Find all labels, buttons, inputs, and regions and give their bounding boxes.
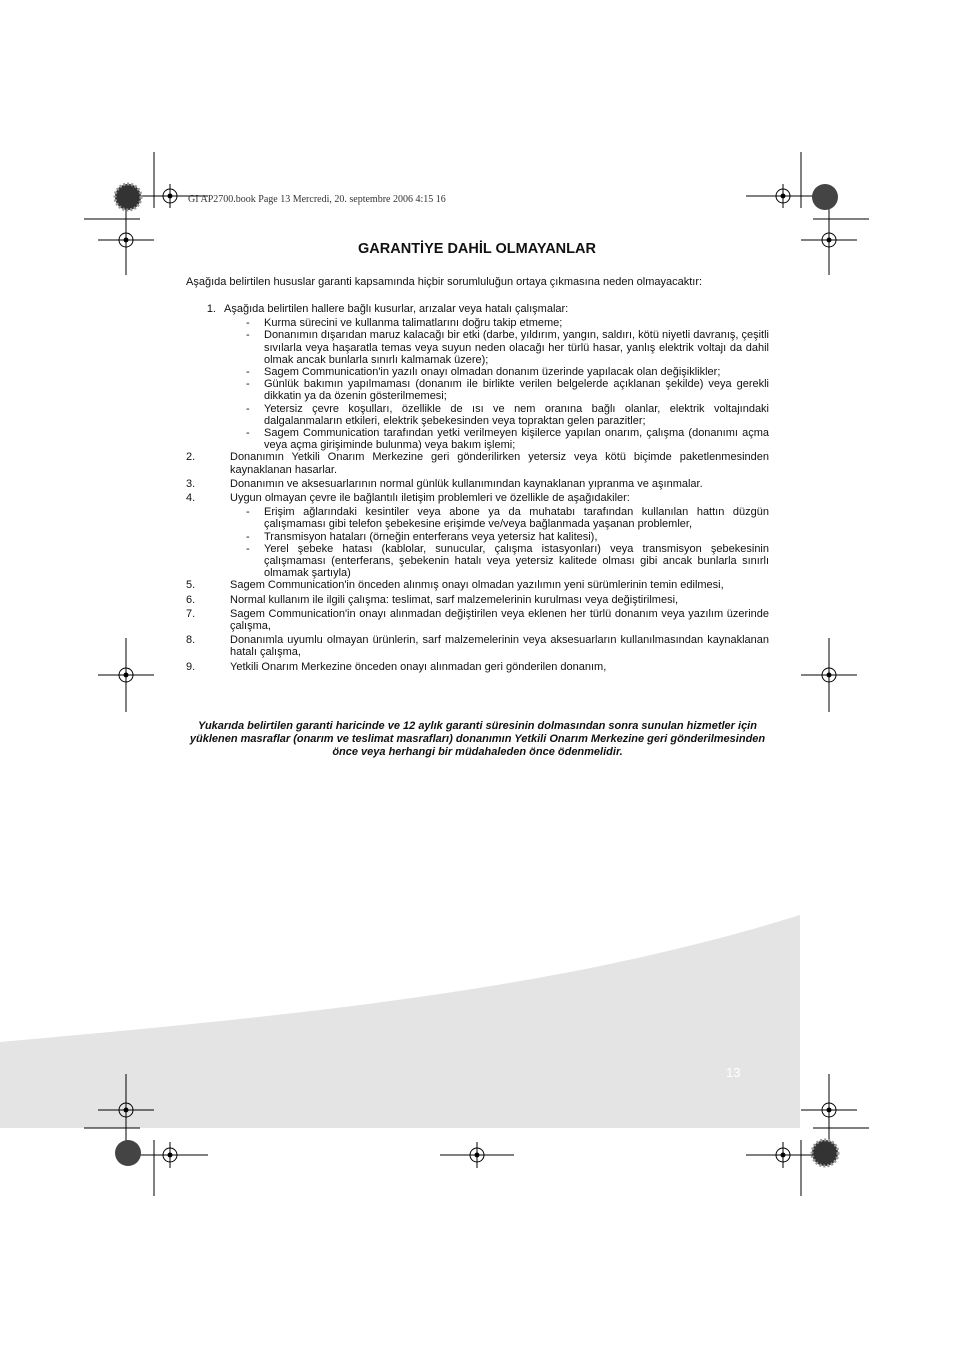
running-header: GI AP2700.book Page 13 Mercredi, 20. septembre 2006 4:15 16 <box>188 194 446 205</box>
list-item: - Erişim ağlarındaki kesintiler veya abone ya da muhatabı tarafından kullanılan hattın düzgün çalışmaması gibi telefon şebekesine erişimde ve/veya bağlanmada yaşanan problemler, <box>246 506 769 531</box>
list-item <box>186 492 769 504</box>
bullet-text: Sagem Communication'in yazılı onayı olmadan donanım üzerinde yapılacak olan değişiklikler; <box>264 366 721 379</box>
bullet-text: Sagem Communication tarafından yetki verilmeyen kişilerce yapılan onarım, çalışma (donanımı açma veya açma girişiminde bulunma) veya bakım işlemi; <box>264 427 769 452</box>
item-text: Uygun olmayan çevre ile bağlantılı iletişim problemleri ve özellikle de aşağıdakiler: <box>230 492 630 505</box>
bullet-text: Donanımın dışarıdan maruz kalacağı bir etki (darbe, yıldırım, yangın, saldırı, kötü niyetli davranış, çeşitli sıvılarla veya haşaratla temas veya suyun neden olacağı her türlü hasar, yanlış elektrik voltajı da dahil olmak ancak bunlarla sınırlı kalmamak üzere); <box>264 329 770 366</box>
bullet-text: Kurma sürecini ve kullanma talimatlarını doğru takip etmeme; <box>264 317 563 330</box>
item-text: Aşağıda belirtilen hallere bağlı kusurlar, arızalar veya hatalı çalışmalar: <box>224 303 569 315</box>
sub-list <box>186 506 769 579</box>
bullet-text: Yerel şebeke hatası (kablolar, sunucular, çalışma istasyonları) veya transmisyon şebekesinin çalışmaması (enterferans, şebekenin hatalı veya yetersiz kalitede olması gibi ancak bunlarla sınırlı olmamak şartıyla) <box>264 542 769 580</box>
list-item: - Transmisyon hataları (örneğin enterferans veya yetersiz hat kalitesi), <box>246 531 769 543</box>
list-item <box>186 451 769 475</box>
item-text: Sagem Communication'in önceden alınmış onayı olmadan yazılımın yeni sürümlerinin temin edilmesi, <box>230 579 724 592</box>
item-number: 6. <box>186 593 196 606</box>
bullet-text: Günlük bakımın yapılmaması (donanım ile birlikte verilen belgelerde açıklanan şekilde) veya gerekli dikkatin ya da özenin gösterilmemesi; <box>264 378 769 403</box>
item-number: 4. <box>186 492 196 505</box>
warranty-note: Yukarıda belirtilen garanti haricinde ve 12 aylık garanti süresinin dolmasından sonra sunulan hizmetler için yüklenen masraflar (onarım ve teslimat masrafları) donanımın Yetkili Onarım Merkezine geri gönderilmesinden önce veya herhangi bir müdahaleden önce ödenmelidir. <box>189 720 766 758</box>
item-number: 3. <box>186 477 196 490</box>
list-item <box>186 303 769 315</box>
page-title: GARANTİYE DAHİL OLMAYANLAR <box>358 241 596 257</box>
item-text: Sagem Communication'in onayı alınmadan değiştirilen veya eklenen her türlü donanım veya yazılım üzerinde çalışma, <box>230 607 769 633</box>
item-text: Donanımın ve aksesuarlarının normal günlük kullanımından kaynaklanan yıpranma ve aşınmalar. <box>230 477 703 490</box>
list-item: - Sagem Communication tarafından yetki verilmeyen kişilerce yapılan onarım, çalışma (donanımı açma veya açma girişiminde bulunma) veya bakım işlemi; <box>246 427 769 452</box>
item-number: 7. <box>186 607 196 620</box>
list-item <box>186 661 769 673</box>
sub-list <box>186 317 769 451</box>
list-item: - Kurma sürecini ve kullanma talimatlarını doğru takip etmeme; <box>246 317 769 329</box>
list-item: - Yerel şebeke hatası (kablolar, sunucular, çalışma istasyonları) veya transmisyon şebekesinin çalışmaması (enterferans, şebekenin hatalı veya yetersiz kalitede olması gibi ancak bunlarla sınırlı olmamak şartıyla) <box>246 542 769 580</box>
item-number: 5. <box>186 579 196 592</box>
list-item: - Günlük bakımın yapılmaması (donanım ile birlikte verilen belgelerde açıklanan şekilde) veya gerekli dikkatin ya da özenin gösterilmemesi; <box>246 378 769 403</box>
bullet-text: Erişim ağlarındaki kesintiler veya abone ya da muhatabı tarafından kullanılan hattın düzgün çalışmaması gibi telefon şebekesine erişimde ve/veya bağlanmada yaşanan problemler, <box>264 506 769 531</box>
item-number: 1. <box>206 303 216 315</box>
bullet-text: Transmisyon hataları (örneğin enterferans veya yetersiz hat kalitesi), <box>264 530 598 543</box>
item-text: Yetkili Onarım Merkezine önceden onayı alınmadan geri gönderilen donanım, <box>230 660 607 673</box>
intro-paragraph: Aşağıda belirtilen hususlar garanti kapsamında hiçbir sorumluluğun ortaya çıkmasına neden olmayacaktır: <box>186 276 703 288</box>
list-item <box>186 608 769 632</box>
item-number: 8. <box>186 634 196 647</box>
list-item <box>186 594 769 606</box>
item-text: Normal kullanım ile ilgili çalışma: teslimat, sarf malzemelerinin kurulması veya değiştirilmesi, <box>230 593 679 606</box>
bullet-text: Yetersiz çevre koşulları, özellikle de ısı ve nem oranına bağlı olanlar, elektrik voltajındaki dalgalanmaların etkileri, elektrik şebekesinden veya topraktan gelen parazitler; <box>264 402 769 427</box>
list-item <box>186 478 769 490</box>
item-number: 9. <box>186 660 196 673</box>
page-number: 13 <box>726 1065 741 1080</box>
list-item <box>186 634 769 658</box>
item-text: Donanımla uyumlu olmayan ürünlerin, sarf malzemelerinin veya aksesuarların kullanılmasından kaynaklanan hatalı çalışma, <box>230 634 769 659</box>
footer-band <box>0 915 800 1128</box>
exclusions-list <box>186 303 769 675</box>
list-item: - Sagem Communication'in yazılı onayı olmadan donanım üzerinde yapılacak olan değişiklikler; <box>246 366 769 378</box>
list-item: - Yetersiz çevre koşulları, özellikle de ısı ve nem oranına bağlı olanlar, elektrik voltajındaki dalgalanmaların etkileri, elektrik şebekesinden veya topraktan gelen parazitler; <box>246 402 769 427</box>
list-item <box>186 579 769 591</box>
item-text: Donanımın Yetkili Onarım Merkezine geri gönderilirken yetersiz veya kötü biçimde paketlenmesinden kaynaklanan hasarlar. <box>230 451 769 476</box>
item-number: 2. <box>186 451 196 464</box>
list-item: - Donanımın dışarıdan maruz kalacağı bir etki (darbe, yıldırım, yangın, saldırı, kötü niyetli davranış, çeşitli sıvılarla veya haşaratla temas veya suyun neden olacağı her türlü hasar, yanlış elektrik voltajı da dahil olmak ancak bunlarla sınırlı kalmamak üzere); <box>246 329 770 366</box>
